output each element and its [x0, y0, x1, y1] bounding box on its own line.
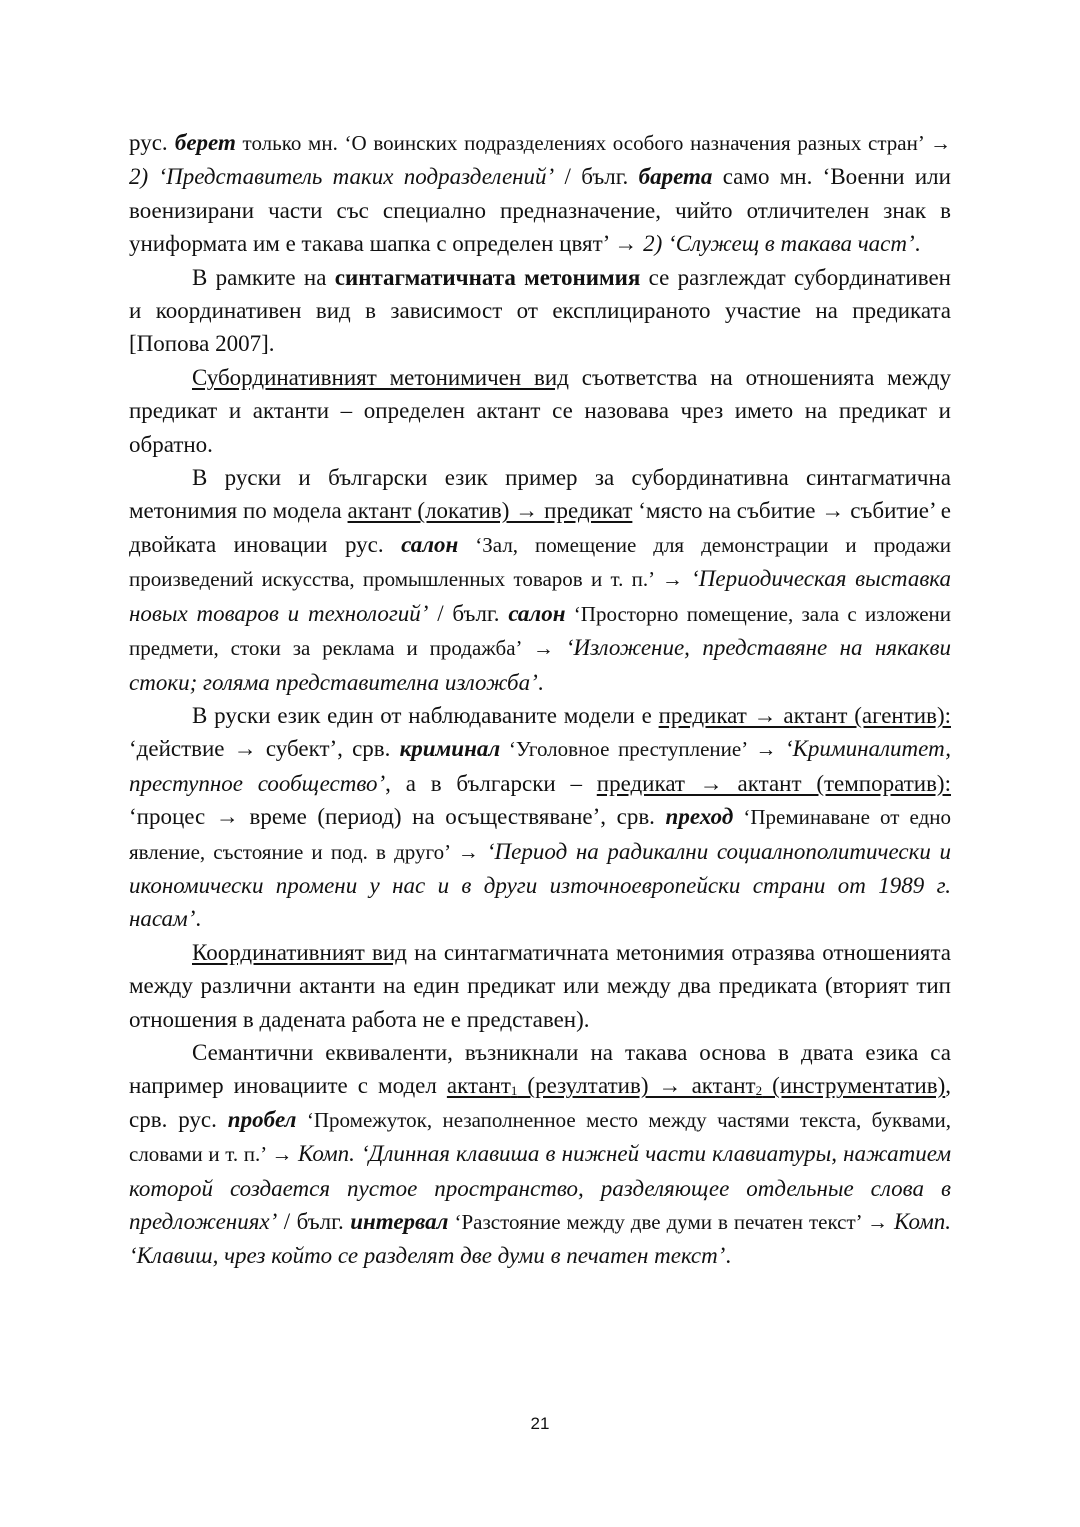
new-meaning: ‘Изложение, представяне на някакви стоки; голяма представителна изложба’	[129, 635, 951, 695]
paragraph-1: рус. берет только мн. ‘О воинских подразделениях особого назначения разных стран’ → 2) ‘Представитель таких подразделений’ / бълг. барета само мн. ‘Военни или военизирани части със специално предназначение, чийто отличителен знак в униформата им е такава шапка с определен цвят’ → 2) ‘Служещ в такава част’.	[129, 130, 951, 257]
term-salon-bg: салон	[508, 600, 566, 626]
text-run: / бълг.	[554, 164, 639, 190]
paragraph-2: В рамките на синтагматичната метонимия се разглеждат субординативен и координативен вид в зависимост от експлицираното участие на предиката [Попова 2007].	[129, 264, 951, 357]
paragraph-3: Субординативният метонимичен вид съответства на отношенията между предикат и актанти – определен актант се назовава чрез името на предикат и обратно.	[129, 364, 951, 457]
term-interval-bg: интервал	[350, 1209, 449, 1234]
term-prehod-bg: преход	[665, 804, 734, 830]
model-label: предикат → актант (агентив):	[658, 702, 951, 728]
definition-text: только мн. ‘О воинских подразделениях особого назначения разных стран’ →	[235, 131, 951, 155]
new-meaning: 2) ‘Служещ в такава част’	[643, 231, 915, 257]
new-meaning: ‘Криминалитет, преступное сообщество’	[129, 736, 951, 796]
underlined-term: Субординативният метонимичен вид	[192, 364, 569, 390]
term-kriminal-ru: криминал	[399, 736, 501, 762]
model-label: актант$_1$ (резултатив) → актант$_2$ (инструментатив)	[446, 1073, 946, 1099]
definition-text: ‘Преминаване от едно явление, състояние и под. в друго’ →	[129, 805, 951, 864]
term-bareta-bg: барета	[638, 164, 713, 190]
new-meaning: ‘Периодическая выставка новых товаров и технологий’	[129, 566, 951, 626]
model-label: предикат → актант (темпоратив):	[596, 770, 951, 796]
definition-text: само мн. ‘Военни или военизирани части със специално предназначение, чийто отличителен знак в униформата им е такава шапка с определен цвят’ →	[129, 164, 951, 257]
text-run: рус.	[129, 130, 175, 155]
definition-text: ‘Уголовное преступление’ →	[500, 737, 785, 762]
term-beret-ru: берет	[174, 130, 236, 155]
new-meaning: ‘Период на радикални социалнополитически и икономически промени у нас и в други източноевропейски страни от 1989 г. насам’	[129, 838, 951, 932]
new-meaning: Комп. ‘Клавиш, чрез който се разделят две думи в печатен текст’	[129, 1209, 951, 1269]
paragraph-6: Координативният вид на синтагматичната метонимия отразява отношенията между различни актанти на един предикат или между два предиката (вторият тип отношения в дадената работа не е представен).	[129, 939, 951, 1032]
paragraph-7: Семантични еквиваленти, възникнали на такава основа в двата езика са например иновациите с модел актант$_1$ (резултатив) → актант$_2$ (инструментатив), срв. рус. пробел ‘Промежуток, незаполненное место между частями текста, буквами, словами и т. п.’ → Комп. ‘Длинная клавиша в нижней части клавиатуры, нажатием которой создается пустое пространство, разделяющее отдельные слова в предложениях’ / бълг. интервал ‘Разстояние между две думи в печатен текст’ → Комп. ‘Клавиш, чрез който се разделят две думи в печатен текст’.	[129, 1039, 952, 1269]
paragraph-5: В руски език един от наблюдаваните модели е предикат → актант (агентив): ‘действие → субект’, срв. криминал ‘Уголовное преступление’ → ‘Криминалитет, преступное сообщество’, а в български – предикат → актант (темпоратив): ‘процес → време (период) на осъществяване’, срв. преход ‘Преминаване от едно явление, състояние и под. в друго’ → ‘Период на радикални социалнополитически и икономически промени у нас и в други източноевропейски страни от 1989 г. насам’.	[129, 702, 951, 932]
definition-text: ‘Просторно помещение, зала с изложени предмети, стоки за реклама и продажба’ →	[129, 601, 951, 661]
document-body	[129, 126, 951, 1273]
term-salon-ru: салон	[401, 531, 459, 557]
definition-text: ‘Промежуток, незаполненное место между частями текста, буквами, словами и т. п.’ →	[129, 1107, 951, 1167]
term-probel-ru: пробел	[227, 1106, 297, 1132]
definition-text: ‘Разстояние между две думи в печатен текст’ →	[448, 1210, 895, 1234]
new-meaning: Комп. ‘Длинная клавиша в нижней части клавиатуры, нажатием которой создается пустое пространство, разделяющее отдельные слова в предложениях’	[129, 1141, 952, 1234]
bold-term: синтагматичната метонимия	[334, 264, 641, 290]
underlined-term: Координативният вид	[192, 939, 407, 965]
model-label: актант (локатив) → предикат	[347, 498, 633, 524]
definition-text: ‘Зал, помещение для демонстрации и продажи произведений искусства, промышленных товаров и т. п.’ →	[129, 532, 951, 592]
page-number: 21	[530, 1414, 550, 1433]
new-meaning: 2) ‘Представитель таких подразделений’	[129, 164, 555, 190]
paragraph-4: В руски и български език пример за субординативна синтагматична метонимия по модела актант (локатив) → предикат ‘място на събитие → събитие’ е двойката иновации рус. салон ‘Зал, помещение для демонстрации и продажи произведений искусства, промышленных товаров и т. п.’ → ‘Периодическая выставка новых товаров и технологий’ / бълг. салон ‘Просторно помещение, зала с изложени предмети, стоки за реклама и продажба’ → ‘Изложение, представяне на някакви стоки; голяма представителна изложба’.	[129, 465, 951, 695]
